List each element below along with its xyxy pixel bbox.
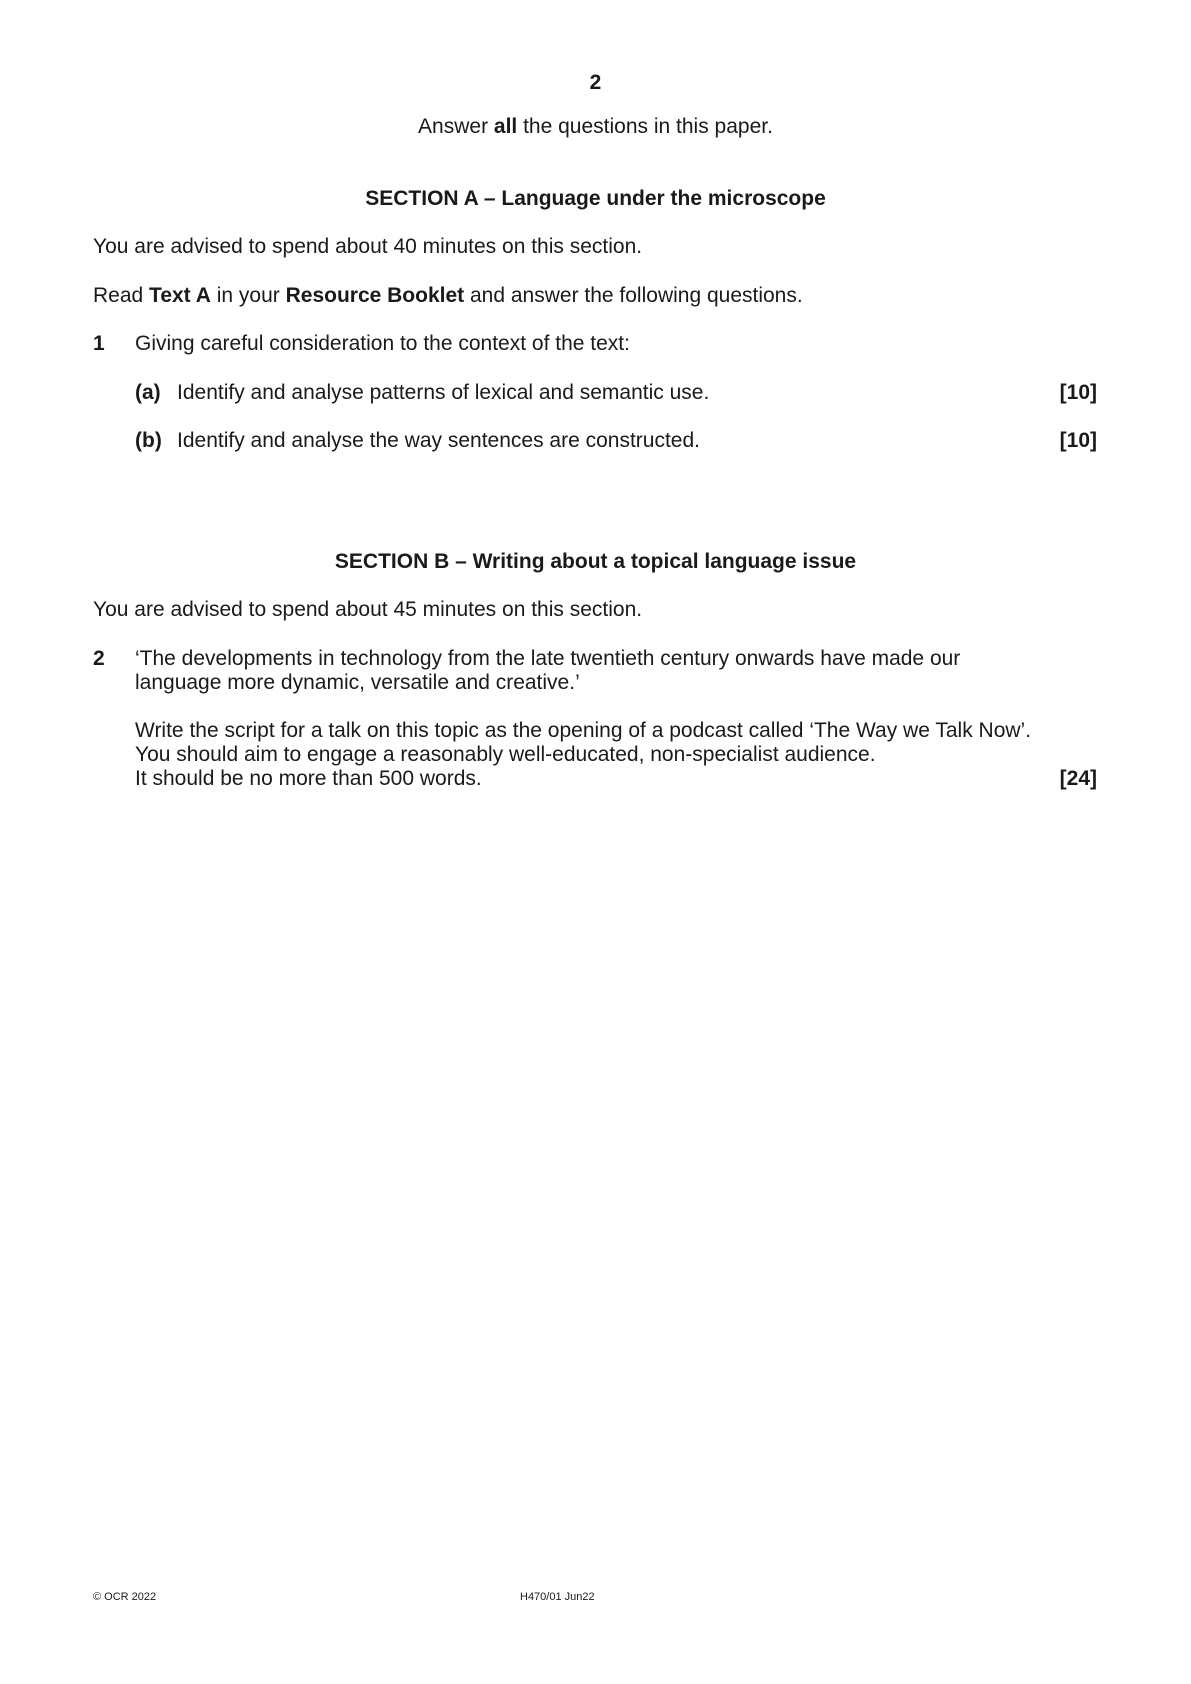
question-2-task-line-2: You should aim to engage a reasonably well-educated, non-specialist audience. bbox=[135, 743, 876, 766]
question-1-stem: Giving careful consideration to the context of the text: bbox=[135, 332, 630, 355]
question-1a-text: Identify and analyse patterns of lexical and semantic use. bbox=[177, 381, 710, 404]
instructions-prefix: Answer bbox=[418, 115, 494, 138]
question-2-quote-line-1: ‘The developments in technology from the late twentieth century onwards have made our bbox=[135, 647, 961, 670]
page-number: 2 bbox=[589, 71, 602, 94]
read-resource-booklet: Resource Booklet bbox=[285, 284, 465, 307]
question-2-quote-line-2: language more dynamic, versatile and creative.’ bbox=[135, 671, 580, 694]
question-2-task-line-3: It should be no more than 500 words. bbox=[135, 767, 482, 790]
question-1b-label: (b) bbox=[135, 429, 162, 452]
section-a-read-instruction bbox=[93, 283, 803, 309]
question-1-number: 1 bbox=[93, 332, 105, 355]
section-b-advice: You are advised to spend about 45 minutes on this section. bbox=[93, 598, 643, 621]
question-1b-text: Identify and analyse the way sentences are constructed. bbox=[177, 429, 700, 452]
question-1a-label: (a) bbox=[135, 381, 161, 404]
read-p2: in your bbox=[210, 284, 286, 307]
section-b-heading: SECTION B – Writing about a topical language issue bbox=[334, 550, 857, 573]
question-1a-marks: [10] bbox=[1059, 381, 1097, 404]
section-a-heading: SECTION A – Language under the microscope bbox=[365, 187, 826, 210]
section-a-advice: You are advised to spend about 40 minutes on this section. bbox=[93, 235, 643, 258]
instructions-bold: all bbox=[493, 115, 518, 138]
footer-copyright: © OCR 2022 bbox=[93, 1591, 157, 1603]
read-text-a: Text A bbox=[149, 284, 211, 307]
question-1b-marks: [10] bbox=[1059, 429, 1097, 452]
instructions-suffix: the questions in this paper. bbox=[517, 115, 773, 138]
read-p1: Read bbox=[93, 284, 150, 307]
read-p3: and answer the following questions. bbox=[464, 284, 803, 307]
question-2-number: 2 bbox=[93, 647, 105, 670]
instructions bbox=[0, 114, 1191, 140]
question-2-task-line-1: Write the script for a talk on this topic as the opening of a podcast called ‘The Way we Talk Now’. bbox=[135, 719, 1032, 742]
footer-paper-code: H470/01 Jun22 bbox=[520, 1591, 595, 1603]
question-2-marks: [24] bbox=[1059, 767, 1097, 790]
